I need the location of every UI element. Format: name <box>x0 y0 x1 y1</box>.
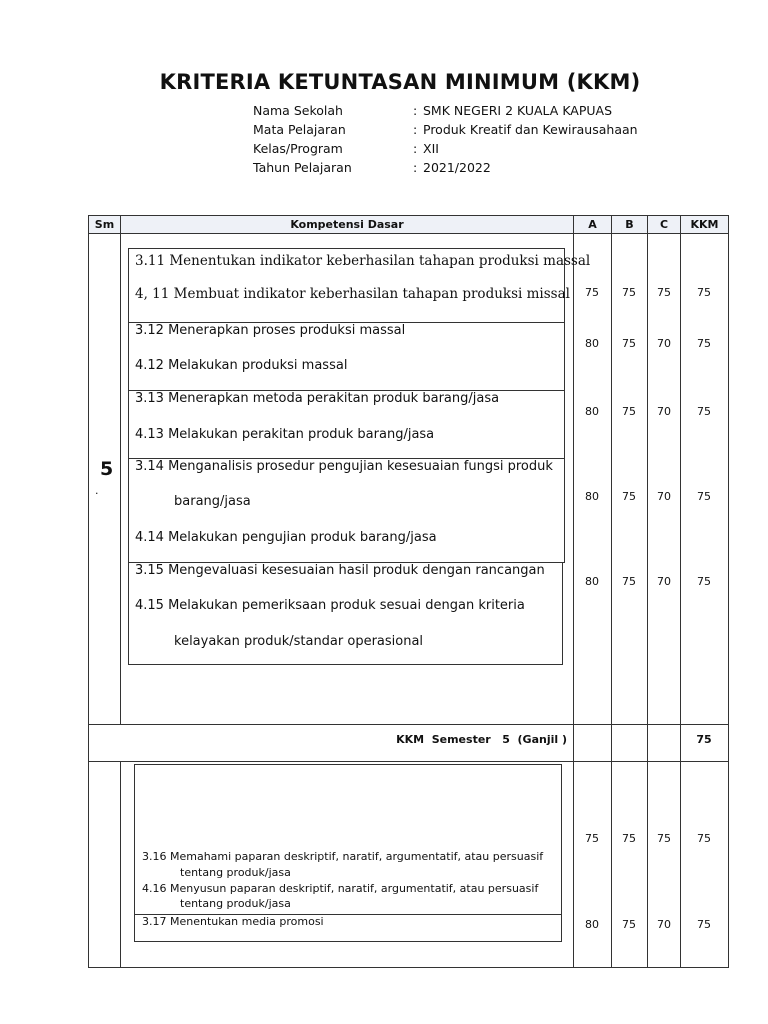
value-kkm: 75 <box>697 832 711 845</box>
header-sm: Sm <box>94 218 115 231</box>
table-line <box>88 724 729 725</box>
info-label: Kelas/Program <box>253 141 343 156</box>
semester-dot: . <box>95 484 99 497</box>
value-b: 75 <box>622 918 636 931</box>
page-title: KRITERIA KETUNTASAN MINIMUM (KKM) <box>159 70 641 94</box>
table-line <box>611 215 612 968</box>
value-a: 75 <box>585 832 599 845</box>
table-line <box>88 215 729 216</box>
value-a: 80 <box>585 918 599 931</box>
info-colon: : <box>413 122 418 137</box>
value-c: 70 <box>657 405 671 418</box>
table-line <box>728 215 729 968</box>
info-value: 2021/2022 <box>423 160 491 175</box>
value-kkm: 75 <box>697 490 711 503</box>
semester-number: 5 <box>100 458 114 480</box>
info-value: Produk Kreatif dan Kewirausahaan <box>423 122 638 137</box>
kd-line: 4.15 Melakukan pemeriksaan produk sesuai dengan kriteria <box>135 598 525 613</box>
kd-line: 3.14 Menganalisis prosedur pengujian kesesuaian fungsi produk <box>135 459 553 474</box>
value-kkm: 75 <box>697 575 711 588</box>
kd-line: 3.16 Memahami paparan deskriptif, naratif, argumentatif, atau persuasif <box>142 850 544 863</box>
info-value: SMK NEGERI 2 KUALA KAPUAS <box>423 103 613 118</box>
header-c: C <box>659 218 669 231</box>
header-a: A <box>588 218 597 231</box>
kd-line: tentang produk/jasa <box>180 897 291 910</box>
header-b: B <box>625 218 634 231</box>
header-kkm: KKM <box>690 218 719 231</box>
kd-line: 3.13 Menerapkan metoda perakitan produk barang/jasa <box>135 391 500 406</box>
value-b: 75 <box>622 405 636 418</box>
value-a: 80 <box>585 405 599 418</box>
info-label: Tahun Pelajaran <box>253 160 352 175</box>
value-a: 80 <box>585 337 599 350</box>
kd-line: 3.12 Menerapkan proses produksi massal <box>135 323 406 338</box>
value-kkm: 75 <box>697 337 711 350</box>
value-c: 70 <box>657 490 671 503</box>
value-b: 75 <box>622 286 636 299</box>
value-kkm: 75 <box>697 286 711 299</box>
value-c: 75 <box>657 286 671 299</box>
kd-line: barang/jasa <box>174 494 251 509</box>
table-line <box>680 215 681 968</box>
kd-line: 4.14 Melakukan pengujian produk barang/jasa <box>135 530 437 545</box>
kd-line: 3.11 Menentukan indikator keberhasilan tahapan produksi massal <box>135 253 591 269</box>
kkm-semester-value: 75 <box>696 733 712 746</box>
table-line <box>88 761 729 762</box>
info-label: Nama Sekolah <box>253 103 343 118</box>
kd-line: 3.15 Mengevaluasi kesesuaian hasil produk dengan rancangan <box>135 563 545 578</box>
header-kd: Kompetensi Dasar <box>290 218 404 231</box>
value-a: 75 <box>585 286 599 299</box>
kd-line: 4.13 Melakukan perakitan produk barang/jasa <box>135 427 435 442</box>
value-b: 75 <box>622 337 636 350</box>
kd-line: 4.12 Melakukan produksi massal <box>135 358 348 373</box>
info-colon: : <box>413 160 418 175</box>
info-colon: : <box>413 103 418 118</box>
value-b: 75 <box>622 575 636 588</box>
kd-line: 4, 11 Membuat indikator keberhasilan tahapan produksi missal <box>135 286 570 302</box>
value-c: 70 <box>657 918 671 931</box>
table-line <box>88 215 89 968</box>
value-a: 80 <box>585 575 599 588</box>
value-c: 75 <box>657 832 671 845</box>
kkm-semester-label: KKM Semester 5 (Ganjil ) <box>396 733 567 746</box>
kd-line: tentang produk/jasa <box>180 866 291 879</box>
table-line <box>88 967 729 968</box>
value-b: 75 <box>622 490 636 503</box>
table-line <box>88 233 729 234</box>
value-c: 70 <box>657 337 671 350</box>
kd-line: 3.17 Menentukan media promosi <box>142 915 324 928</box>
info-value: XII <box>423 141 439 156</box>
value-kkm: 75 <box>697 405 711 418</box>
value-b: 75 <box>622 832 636 845</box>
table-line <box>120 761 121 968</box>
table-line <box>120 215 121 725</box>
value-c: 70 <box>657 575 671 588</box>
table-line <box>573 215 574 968</box>
kd-line: 4.16 Menyusun paparan deskriptif, naratif, argumentatif, atau persuasif <box>142 882 539 895</box>
kd-line: kelayakan produk/standar operasional <box>174 634 424 649</box>
value-a: 80 <box>585 490 599 503</box>
info-colon: : <box>413 141 418 156</box>
info-label: Mata Pelajaran <box>253 122 346 137</box>
table-line <box>647 215 648 968</box>
value-kkm: 75 <box>697 918 711 931</box>
